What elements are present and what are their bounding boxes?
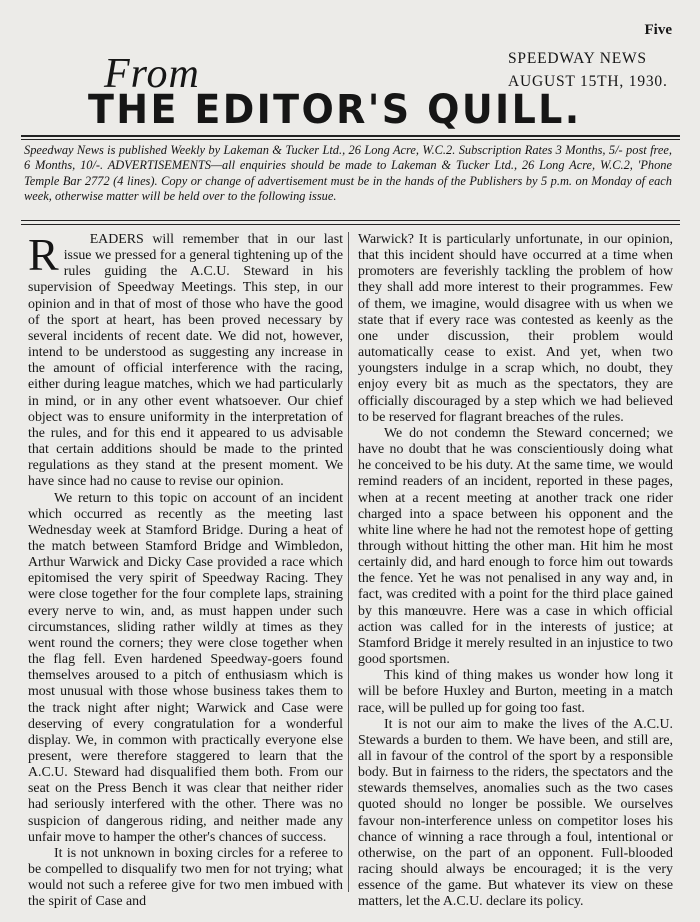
divider-rule bbox=[21, 139, 680, 140]
article-column-right bbox=[358, 232, 673, 911]
divider-rule bbox=[21, 135, 680, 137]
page-title: THE EDITOR'S QUILL. bbox=[88, 87, 582, 133]
from-label: From bbox=[104, 51, 200, 97]
article-paragraph: Warwick? It is particularly unfortunate, in our opinion, that this incident should have occurred at a time when promoters are feverishly tackling the problem of how they shall add more interest to their programmes. Few of them, we imagine, would disagree with us when we state that if every race was contested as keenly as the one under discussion, their problem would automatically cease to exist. And yet, when two youngsters indulge in a scrap which, no doubt, they enjoy every bit as much as the spectators, they are officially discouraged by a step which we had believed to be reserved for flagrant breaches of the rules. bbox=[358, 232, 673, 425]
article-paragraph: We do not condemn the Steward concerned; we have no doubt that he was conscientiously doing what he conceived to be his duty. At the same time, we would remind readers of an incident, reported in these pages, when at a recent meeting at another track one rider charged into a space between his opponent and the white line where he had not the remotest hope of getting through without hitting the other man. Hit him he most certainly did, and hard enough to force him out towards the fence. Yet he was not penalised in any way and, in fact, was credited with a point for the third place gained by this manœuvre. Here was a case in which official action was called for in the interests of justice; at Stamford Bridge it merely resulted in an injustice to two good sportsmen. bbox=[358, 425, 673, 668]
divider-rule bbox=[21, 224, 680, 225]
page-number: Five bbox=[644, 22, 672, 38]
article-paragraph: We return to this topic on account of an incident which occurred as recently as the meeting last Wednesday week at Stamford Bridge. During a heat of the match between Stamford Bridge and Wimbledon, Arthur Warwick and Dicky Case provided a race which epitomised the very spirit of Speedway Racing. They were close together for the four complete laps, straining every nerve to win, and, as must happen under such circumstances, sliding rather wildly at times as they went round the corners; they were close together when the flag fell. Even hardened Speedway-goers found themselves aroused to a pitch of enthusiasm which is most unusual with those whose business takes them to the track night after night; Warwick and Case were deserving of every congratulation for a wonderful display. We, in common with practically everyone else present, were therefore staggered to learn that the A.C.U. Steward had disqualified them both. From our seat on the Press Bench it was clear that neither rider had seriously interfered with the other. There was no suspicion of dangerous riding, and neither made any unfair move to hamper the other's chances of success. bbox=[28, 490, 343, 845]
drop-cap: R bbox=[28, 229, 59, 280]
column-divider bbox=[348, 232, 349, 892]
publication-name: SPEEDWAY NEWS bbox=[508, 50, 647, 67]
divider-rule bbox=[21, 220, 680, 221]
article-paragraph: It is not our aim to make the lives of the A.C.U. Stewards a burden to them. We have been, and still are, all in favour of the control of the sport by a responsible body. But in fairness to the riders, the spectators and the stewards themselves, anomalies such as the two cases quoted should no longer be possible. We ourselves favour non-interference unless on competitor loses his chance of winning a race through a foul, intentional or otherwise, on the part of an opponent. Full-blooded racing should always be encouraged; it is the very essence of the game. But whatever its view on these matters, let the A.C.U. declare its policy. bbox=[358, 716, 673, 910]
issue-date: AUGUST 15TH, 1930. bbox=[508, 73, 668, 90]
paragraph-text: EADERS will remember that in our last issue we pressed for a general tightening up of the rules guiding the A.C.U. Steward in his supervision of Speedway Meetings. This step, in our opinion and in that of most of those who have the good of the sport at heart, has been proved necessary by several incidents of recent date. We did not, however, intend to be understood as suggesting any increase in the amount of official interference with the racing, either during league matches, which we had particularly in mind, or in any other event whatsoever. Our chief object was to ensure uniformity in the interpretation of the rules, and for this end it appeared to us advisable that certain additions should be made to the printed regulations as they stand at the present moment. We have since had no cause to revise our opinion. bbox=[28, 232, 343, 490]
article-paragraph: It is not unknown in boxing circles for a referee to be compelled to disqualify two men for not trying; what would not such a referee give for two men imbued with the spirit of Case and bbox=[28, 845, 343, 910]
publisher-notice: Speedway News is published Weekly by Lakeman & Tucker Ltd., 26 Long Acre, W.C.2. Subscription Rates 3 Months, 5/- post free, 6 Months, 10/-. ADVERTISEMENTS—all enquiries should be made to Lakeman & Tucker Ltd., 26 Long Acre, W.C.2, 'Phone Temple Bar 2772 (4 lines). Copy or change of advertisement must be in the hands of the Publishers by 5 p.m. on Monday of each week, otherwise matter will be held over to the following issue. bbox=[24, 143, 672, 203]
article-paragraph bbox=[28, 229, 343, 491]
article-paragraph: This kind of thing makes us wonder how long it will be before Huxley and Burton, meeting in a match race, will be pulled up for going too fast. bbox=[358, 668, 673, 716]
article-column-left bbox=[28, 229, 343, 911]
